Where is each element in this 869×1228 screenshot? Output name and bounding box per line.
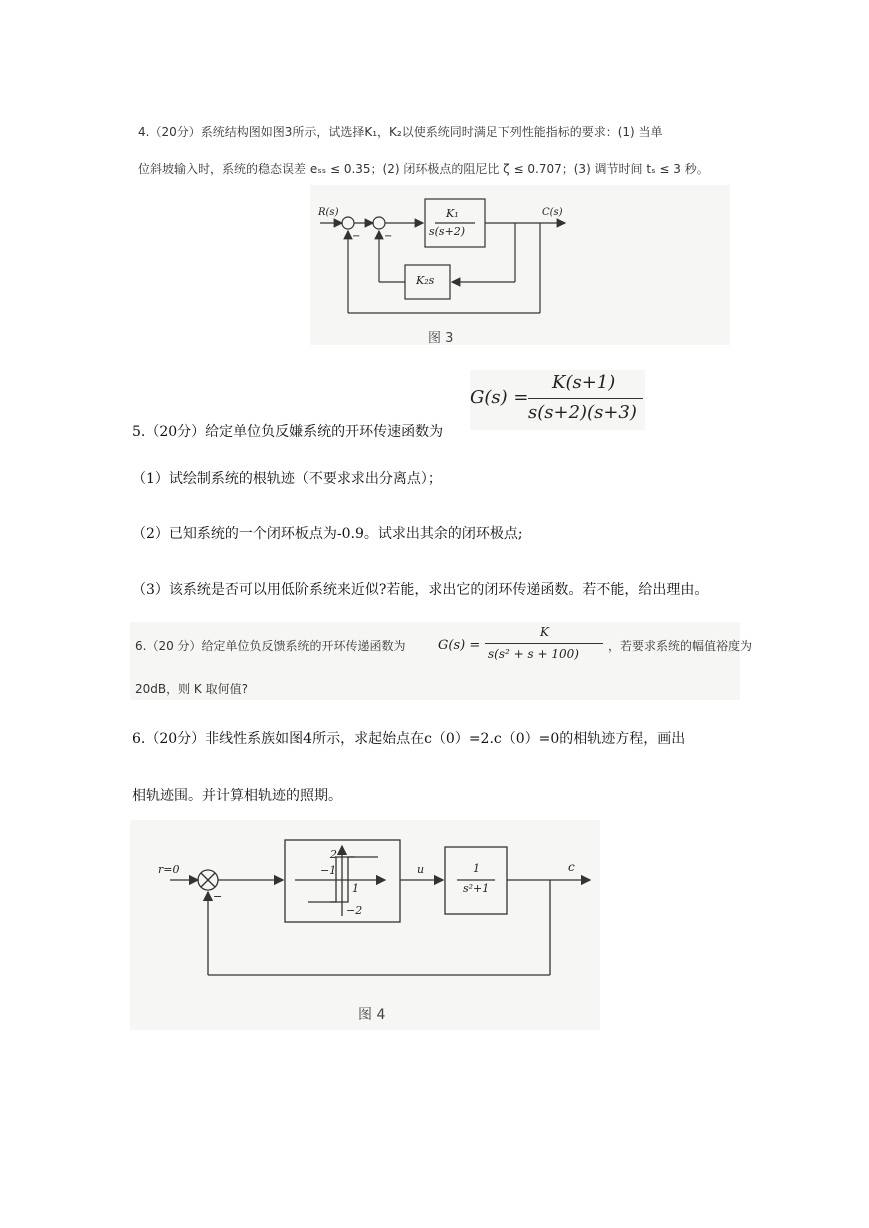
- q6b-line-2: 相轨迹围。并计算相轨迹的照期。: [132, 788, 342, 804]
- minus-sign-1: −: [352, 231, 361, 242]
- q6a-fraction-bar: [485, 643, 603, 644]
- block-diagram-3: [310, 185, 730, 345]
- q5-item-2: （2）已知系统的一个闭环板点为-0.9。试求出其余的闭环极点;: [132, 526, 523, 542]
- q4-line-1: 4.（20分）系统结构图如图3所示，试选择K₁，K₂以使系统同时满足下列性能指标的要求：(1) 当单: [138, 125, 663, 139]
- q5-fraction-bar: [528, 398, 643, 399]
- input-label: R(s): [318, 207, 339, 218]
- nl-x-neg-label: −1: [320, 864, 337, 877]
- q4-line-2: 位斜坡输入时，系统的稳态误差 eₛₛ ≤ 0.35；(2) 闭环极点的阻尼比 ζ ≤ 0.707；(3) 调节时间 tₛ ≤ 3 秒。: [138, 162, 709, 176]
- q6a-text-before: 6.（20 分）给定单位负反馈系统的开环传递函数为: [135, 639, 406, 653]
- nl-x-pos-label: 1: [352, 882, 359, 895]
- q6b-line-1: 6.（20分）非线性系族如图4所示，求起始点在c（0）=2.c（0）=0的相轨迹方程，画出: [132, 731, 686, 747]
- q6a-block: [130, 622, 753, 700]
- nl-y-pos-label: 2: [330, 848, 337, 861]
- summing-junction-2: [373, 217, 385, 229]
- block-diagram-4: [130, 820, 600, 1030]
- q5-formula: [470, 370, 645, 430]
- figure-3-caption: 图 3: [428, 331, 454, 346]
- q6a-line-2: 20dB，则 K 取何值?: [135, 682, 248, 696]
- summing-junction-1: [342, 217, 354, 229]
- figure-3: [310, 185, 730, 345]
- plant-numerator: 1: [473, 862, 480, 875]
- fig4-input-label: r=0: [158, 863, 180, 876]
- nl-y-neg-label: −2: [346, 904, 363, 917]
- q5-item-1: （1）试绘制系统的根轨迹（不要求求出分离点）；: [132, 471, 442, 487]
- plant-denominator: s²+1: [463, 882, 490, 895]
- output-label: C(s): [542, 207, 563, 218]
- q5-formula-denominator: s(s+2)(s+3): [528, 402, 637, 423]
- q6a-formula-lhs: G(s) =: [438, 638, 481, 653]
- fig4-minus-sign: −: [213, 890, 223, 903]
- feedback-label: K₂s: [416, 274, 435, 287]
- q5-title: 5.（20分）给定单位负反嫌系统的开环传速函数为: [132, 424, 444, 440]
- forward-denominator: s(s+2): [429, 225, 466, 238]
- q6a-formula-numerator: K: [540, 625, 549, 639]
- q5-formula-numerator: K(s+1): [552, 372, 616, 393]
- u-label: u: [417, 863, 425, 876]
- fig4-output-label: c: [568, 860, 575, 874]
- q5-formula-lhs: G(s) =: [470, 387, 529, 408]
- figure-4-caption: 图 4: [358, 1007, 386, 1023]
- q6a-text-after: ，若要求系统的幅值裕度为: [608, 639, 753, 653]
- figure-4: [130, 820, 600, 1030]
- q5-item-3: （3）该系统是否可以用低阶系统来近似?若能，求出它的闭环传递函数。若不能，给出理由。: [132, 582, 709, 598]
- forward-numerator: K₁: [446, 207, 459, 220]
- q6a-formula-denominator: s(s² + s + 100): [488, 647, 579, 661]
- minus-sign-2: −: [384, 231, 393, 242]
